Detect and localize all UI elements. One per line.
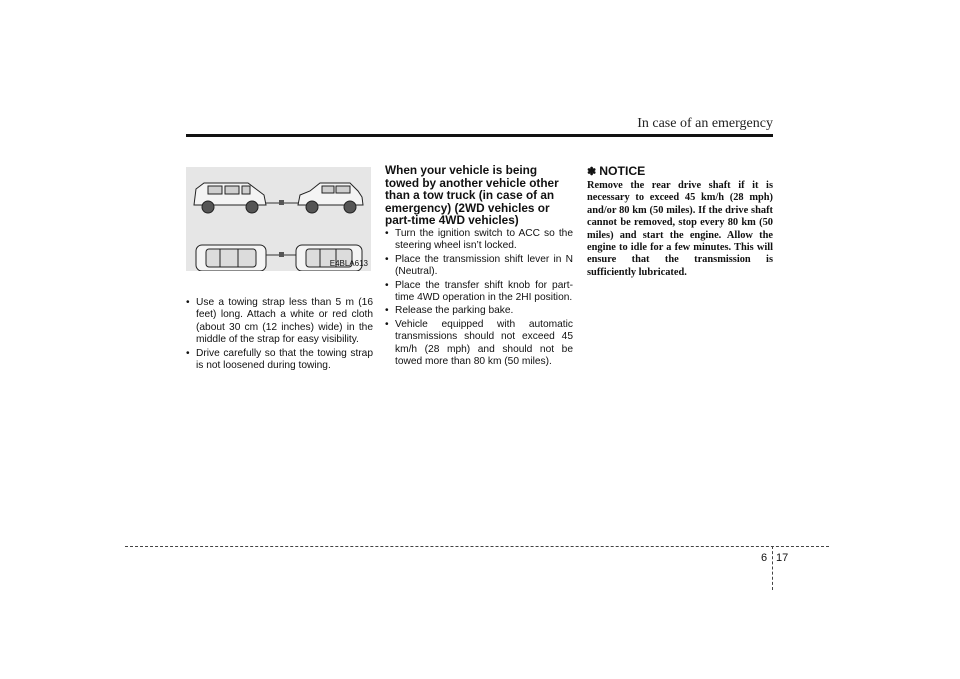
towing-steps-list xyxy=(385,228,573,368)
page-number: 17 xyxy=(776,552,789,564)
chapter-number: 6 xyxy=(761,552,768,564)
figure-code: E4BLA613 xyxy=(329,259,368,268)
notice-title: NOTICE xyxy=(599,164,646,178)
towing-diagram xyxy=(186,167,371,271)
list-item: • Vehicle equipped with automatic transmissions should not exceed 45 km/h (28 mph) and should not be towed more than 80 km (50 miles). xyxy=(385,319,573,369)
header-rule xyxy=(186,134,773,137)
footer-rule xyxy=(125,546,829,547)
tow-vehicle-top xyxy=(196,245,266,271)
notice-heading xyxy=(587,164,773,178)
notice-body: Remove the rear drive shaft if it is necessary to exceed 45 km/h (28 mph) and/or 80 km (50 miles). If the drive shaft cannot be removed, stop every 80 km (50 miles) and start the engine. Allow the engine to idle for a few minutes. This will ensure that the transmission is sufficiently lubricated. xyxy=(587,180,773,278)
towing-strap-list xyxy=(186,297,373,372)
column-1 xyxy=(186,297,373,373)
list-item: • Place the transmission shift lever in N (Neutral). xyxy=(385,254,573,279)
column-2 xyxy=(385,164,573,369)
list-item: • Place the transfer shift knob for part-time 4WD operation in the 2HI position. xyxy=(385,280,573,305)
section-heading: When your vehicle is being towed by another vehicle other than a tow truck (in case of an emergency) (2WD vehicles or part-time 4WD vehicles) xyxy=(385,163,559,228)
page-header-title: In case of an emergency xyxy=(637,116,773,131)
towed-vehicle-side xyxy=(298,183,363,213)
page-number-divider xyxy=(772,546,773,590)
list-item: • Release the parking bake. xyxy=(385,305,573,317)
strap-cloth-top xyxy=(279,252,284,257)
list-item: • Turn the ignition switch to ACC so the steering wheel isn’t locked. xyxy=(385,228,573,253)
column-3 xyxy=(587,164,773,279)
strap-cloth-side xyxy=(279,200,284,205)
towing-illustration xyxy=(186,167,371,271)
tow-vehicle-side xyxy=(194,183,266,213)
notice-star-icon: ✽ xyxy=(587,165,597,178)
list-item: • Use a towing strap less than 5 m (16 feet) long. Attach a white or red cloth (about 30 cm (12 inches) wide) in the middle of the strap for easy visibility. xyxy=(186,297,373,347)
list-item: • Drive carefully so that the towing strap is not loosened during towing. xyxy=(186,348,373,373)
